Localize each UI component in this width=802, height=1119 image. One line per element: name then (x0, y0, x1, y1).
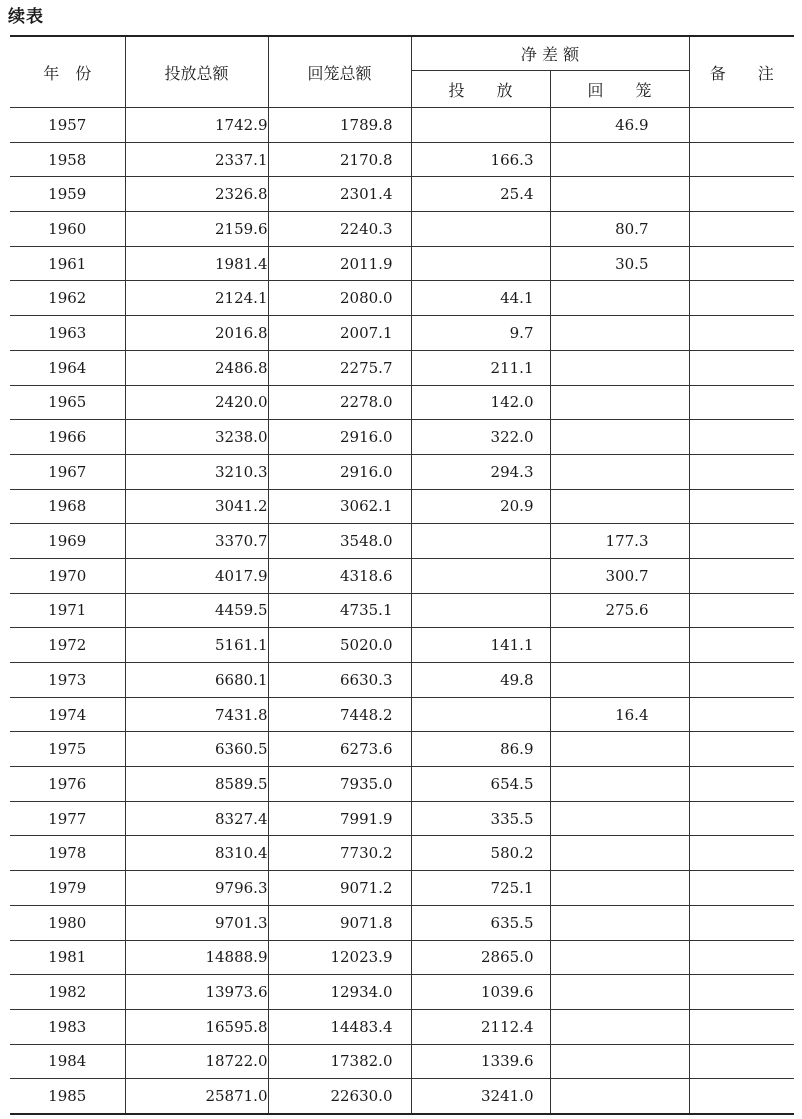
cell-net-issue: 654.5 (411, 767, 550, 802)
cell-total-withdraw: 2275.7 (268, 350, 411, 385)
cell-total-issue: 8310.4 (125, 836, 268, 871)
cell-total-withdraw: 6273.6 (268, 732, 411, 767)
cell-net-issue (411, 108, 550, 143)
cell-remarks (689, 524, 794, 559)
cell-net-withdraw (550, 732, 689, 767)
cell-total-withdraw: 22630.0 (268, 1079, 411, 1114)
cell-total-issue: 2337.1 (125, 142, 268, 177)
cell-net-withdraw: 300.7 (550, 558, 689, 593)
table-row (10, 281, 794, 316)
cell-net-withdraw: 177.3 (550, 524, 689, 559)
cell-net-issue: 3241.0 (411, 1079, 550, 1114)
cell-year: 1958 (10, 142, 125, 177)
cell-total-issue: 6360.5 (125, 732, 268, 767)
cell-year: 1964 (10, 350, 125, 385)
cell-year: 1970 (10, 558, 125, 593)
currency-issue-table (10, 35, 794, 1115)
cell-year: 1963 (10, 316, 125, 351)
cell-remarks (689, 1079, 794, 1114)
cell-year: 1983 (10, 1009, 125, 1044)
table-row (10, 767, 794, 802)
cell-net-withdraw: 80.7 (550, 212, 689, 247)
cell-total-withdraw: 12023.9 (268, 940, 411, 975)
cell-total-issue: 1742.9 (125, 108, 268, 143)
cell-total-withdraw: 2916.0 (268, 420, 411, 455)
table-row (10, 940, 794, 975)
cell-remarks (689, 836, 794, 871)
cell-total-withdraw: 12934.0 (268, 975, 411, 1010)
cell-year: 1968 (10, 489, 125, 524)
cell-net-withdraw (550, 1079, 689, 1114)
header-total-issue: 投放总额 (125, 36, 268, 108)
cell-remarks (689, 628, 794, 663)
cell-year: 1980 (10, 905, 125, 940)
cell-total-issue: 4017.9 (125, 558, 268, 593)
cell-net-withdraw (550, 177, 689, 212)
cell-total-withdraw: 3062.1 (268, 489, 411, 524)
cell-total-issue: 2016.8 (125, 316, 268, 351)
cell-net-withdraw: 46.9 (550, 108, 689, 143)
header-total-withdraw: 回笼总额 (268, 36, 411, 108)
cell-year: 1959 (10, 177, 125, 212)
cell-remarks (689, 281, 794, 316)
cell-net-withdraw (550, 316, 689, 351)
table-row (10, 697, 794, 732)
cell-total-issue: 8327.4 (125, 801, 268, 836)
cell-total-issue: 8589.5 (125, 767, 268, 802)
table-row (10, 628, 794, 663)
cell-net-issue (411, 246, 550, 281)
cell-net-issue: 86.9 (411, 732, 550, 767)
table-row (10, 975, 794, 1010)
cell-remarks (689, 454, 794, 489)
table-row (10, 524, 794, 559)
cell-remarks (689, 558, 794, 593)
table-row (10, 1009, 794, 1044)
cell-total-issue: 9701.3 (125, 905, 268, 940)
cell-remarks (689, 350, 794, 385)
cell-total-withdraw: 2080.0 (268, 281, 411, 316)
cell-total-withdraw: 7448.2 (268, 697, 411, 732)
cell-year: 1976 (10, 767, 125, 802)
header-net-withdraw: 回 笼 (550, 71, 689, 108)
cell-net-issue (411, 697, 550, 732)
table-row (10, 420, 794, 455)
header-year: 年 份 (10, 36, 125, 108)
cell-net-issue: 580.2 (411, 836, 550, 871)
cell-year: 1965 (10, 385, 125, 420)
cell-total-withdraw: 7991.9 (268, 801, 411, 836)
cell-net-withdraw (550, 663, 689, 698)
table-body (10, 108, 794, 1114)
cell-total-withdraw: 2011.9 (268, 246, 411, 281)
table-row (10, 558, 794, 593)
cell-total-withdraw: 9071.2 (268, 871, 411, 906)
cell-net-withdraw: 16.4 (550, 697, 689, 732)
cell-net-issue: 2112.4 (411, 1009, 550, 1044)
cell-net-withdraw (550, 975, 689, 1010)
cell-total-issue: 2486.8 (125, 350, 268, 385)
cell-total-issue: 18722.0 (125, 1044, 268, 1079)
cell-total-withdraw: 3548.0 (268, 524, 411, 559)
cell-year: 1973 (10, 663, 125, 698)
cell-year: 1966 (10, 420, 125, 455)
cell-net-withdraw: 275.6 (550, 593, 689, 628)
cell-year: 1961 (10, 246, 125, 281)
cell-total-issue: 6680.1 (125, 663, 268, 698)
cell-net-withdraw (550, 905, 689, 940)
cell-net-issue: 2865.0 (411, 940, 550, 975)
cell-net-issue: 635.5 (411, 905, 550, 940)
cell-net-withdraw (550, 454, 689, 489)
cell-net-withdraw (550, 940, 689, 975)
table-row (10, 177, 794, 212)
cell-total-withdraw: 14483.4 (268, 1009, 411, 1044)
cell-net-withdraw (550, 489, 689, 524)
cell-net-withdraw (550, 801, 689, 836)
cell-net-issue (411, 524, 550, 559)
table-row (10, 1079, 794, 1114)
cell-net-withdraw (550, 420, 689, 455)
cell-net-issue: 1339.6 (411, 1044, 550, 1079)
cell-year: 1984 (10, 1044, 125, 1079)
table-row (10, 142, 794, 177)
cell-remarks (689, 871, 794, 906)
cell-net-withdraw (550, 350, 689, 385)
cell-year: 1960 (10, 212, 125, 247)
cell-total-withdraw: 7935.0 (268, 767, 411, 802)
cell-total-issue: 9796.3 (125, 871, 268, 906)
table-row (10, 593, 794, 628)
cell-total-issue: 3210.3 (125, 454, 268, 489)
cell-total-withdraw: 6630.3 (268, 663, 411, 698)
cell-year: 1974 (10, 697, 125, 732)
cell-year: 1969 (10, 524, 125, 559)
cell-remarks (689, 593, 794, 628)
cell-total-issue: 2124.1 (125, 281, 268, 316)
cell-year: 1981 (10, 940, 125, 975)
cell-net-withdraw (550, 836, 689, 871)
cell-net-withdraw (550, 281, 689, 316)
cell-net-issue: 166.3 (411, 142, 550, 177)
cell-remarks (689, 246, 794, 281)
cell-net-withdraw (550, 871, 689, 906)
header-net-issue: 投 放 (411, 71, 550, 108)
table-row (10, 1044, 794, 1079)
cell-net-issue (411, 212, 550, 247)
cell-remarks (689, 212, 794, 247)
cell-total-withdraw: 17382.0 (268, 1044, 411, 1079)
cell-year: 1985 (10, 1079, 125, 1114)
cell-remarks (689, 108, 794, 143)
cell-remarks (689, 142, 794, 177)
header-net-diff: 净 差 额 (411, 36, 689, 71)
table-row (10, 905, 794, 940)
cell-year: 1971 (10, 593, 125, 628)
cell-total-issue: 5161.1 (125, 628, 268, 663)
cell-net-withdraw (550, 1044, 689, 1079)
cell-remarks (689, 732, 794, 767)
cell-net-issue: 335.5 (411, 801, 550, 836)
table-row (10, 316, 794, 351)
header-remarks: 备 注 (689, 36, 794, 108)
cell-year: 1977 (10, 801, 125, 836)
cell-net-withdraw (550, 1009, 689, 1044)
cell-total-issue: 2159.6 (125, 212, 268, 247)
cell-total-withdraw: 4735.1 (268, 593, 411, 628)
cell-remarks (689, 975, 794, 1010)
cell-total-issue: 4459.5 (125, 593, 268, 628)
cell-remarks (689, 420, 794, 455)
table-row (10, 350, 794, 385)
table-row (10, 871, 794, 906)
cell-net-withdraw (550, 628, 689, 663)
cell-total-withdraw: 2916.0 (268, 454, 411, 489)
cell-year: 1979 (10, 871, 125, 906)
cell-year: 1957 (10, 108, 125, 143)
cell-year: 1975 (10, 732, 125, 767)
cell-remarks (689, 316, 794, 351)
cell-year: 1967 (10, 454, 125, 489)
cell-remarks (689, 767, 794, 802)
cell-total-withdraw: 2278.0 (268, 385, 411, 420)
cell-remarks (689, 1009, 794, 1044)
cell-total-issue: 7431.8 (125, 697, 268, 732)
cell-net-issue: 20.9 (411, 489, 550, 524)
cell-remarks (689, 940, 794, 975)
cell-year: 1962 (10, 281, 125, 316)
table-row (10, 454, 794, 489)
cell-net-issue: 1039.6 (411, 975, 550, 1010)
cell-remarks (689, 697, 794, 732)
cell-net-issue: 142.0 (411, 385, 550, 420)
cell-net-withdraw (550, 142, 689, 177)
cell-total-withdraw: 1789.8 (268, 108, 411, 143)
cell-total-withdraw: 2007.1 (268, 316, 411, 351)
table-row (10, 836, 794, 871)
table-row (10, 801, 794, 836)
cell-total-withdraw: 2240.3 (268, 212, 411, 247)
cell-remarks (689, 385, 794, 420)
cell-net-issue (411, 558, 550, 593)
table-row (10, 246, 794, 281)
table-row (10, 489, 794, 524)
cell-total-withdraw: 5020.0 (268, 628, 411, 663)
cell-net-issue: 44.1 (411, 281, 550, 316)
cell-total-withdraw: 2170.8 (268, 142, 411, 177)
cell-year: 1972 (10, 628, 125, 663)
cell-total-issue: 3238.0 (125, 420, 268, 455)
cell-total-issue: 2420.0 (125, 385, 268, 420)
cell-year: 1982 (10, 975, 125, 1010)
cell-total-issue: 3370.7 (125, 524, 268, 559)
table-row (10, 663, 794, 698)
cell-net-issue: 9.7 (411, 316, 550, 351)
cell-remarks (689, 489, 794, 524)
cell-total-withdraw: 7730.2 (268, 836, 411, 871)
cell-net-issue: 49.8 (411, 663, 550, 698)
table-row (10, 732, 794, 767)
cell-total-issue: 1981.4 (125, 246, 268, 281)
cell-remarks (689, 663, 794, 698)
cell-total-withdraw: 2301.4 (268, 177, 411, 212)
cell-total-withdraw: 9071.8 (268, 905, 411, 940)
cell-total-issue: 2326.8 (125, 177, 268, 212)
cell-net-issue: 141.1 (411, 628, 550, 663)
cell-net-issue (411, 593, 550, 628)
cell-net-issue: 725.1 (411, 871, 550, 906)
cell-remarks (689, 801, 794, 836)
cell-net-withdraw: 30.5 (550, 246, 689, 281)
table-row (10, 212, 794, 247)
table-row (10, 108, 794, 143)
cell-net-issue: 322.0 (411, 420, 550, 455)
cell-net-issue: 211.1 (411, 350, 550, 385)
table-row (10, 385, 794, 420)
cell-total-issue: 16595.8 (125, 1009, 268, 1044)
cell-total-issue: 13973.6 (125, 975, 268, 1010)
cell-net-withdraw (550, 767, 689, 802)
table-caption: 续表 (8, 7, 44, 27)
cell-total-issue: 3041.2 (125, 489, 268, 524)
cell-total-issue: 14888.9 (125, 940, 268, 975)
cell-total-withdraw: 4318.6 (268, 558, 411, 593)
cell-net-issue: 294.3 (411, 454, 550, 489)
cell-remarks (689, 177, 794, 212)
cell-net-issue: 25.4 (411, 177, 550, 212)
cell-total-issue: 25871.0 (125, 1079, 268, 1114)
cell-net-withdraw (550, 385, 689, 420)
cell-remarks (689, 1044, 794, 1079)
cell-year: 1978 (10, 836, 125, 871)
cell-remarks (689, 905, 794, 940)
